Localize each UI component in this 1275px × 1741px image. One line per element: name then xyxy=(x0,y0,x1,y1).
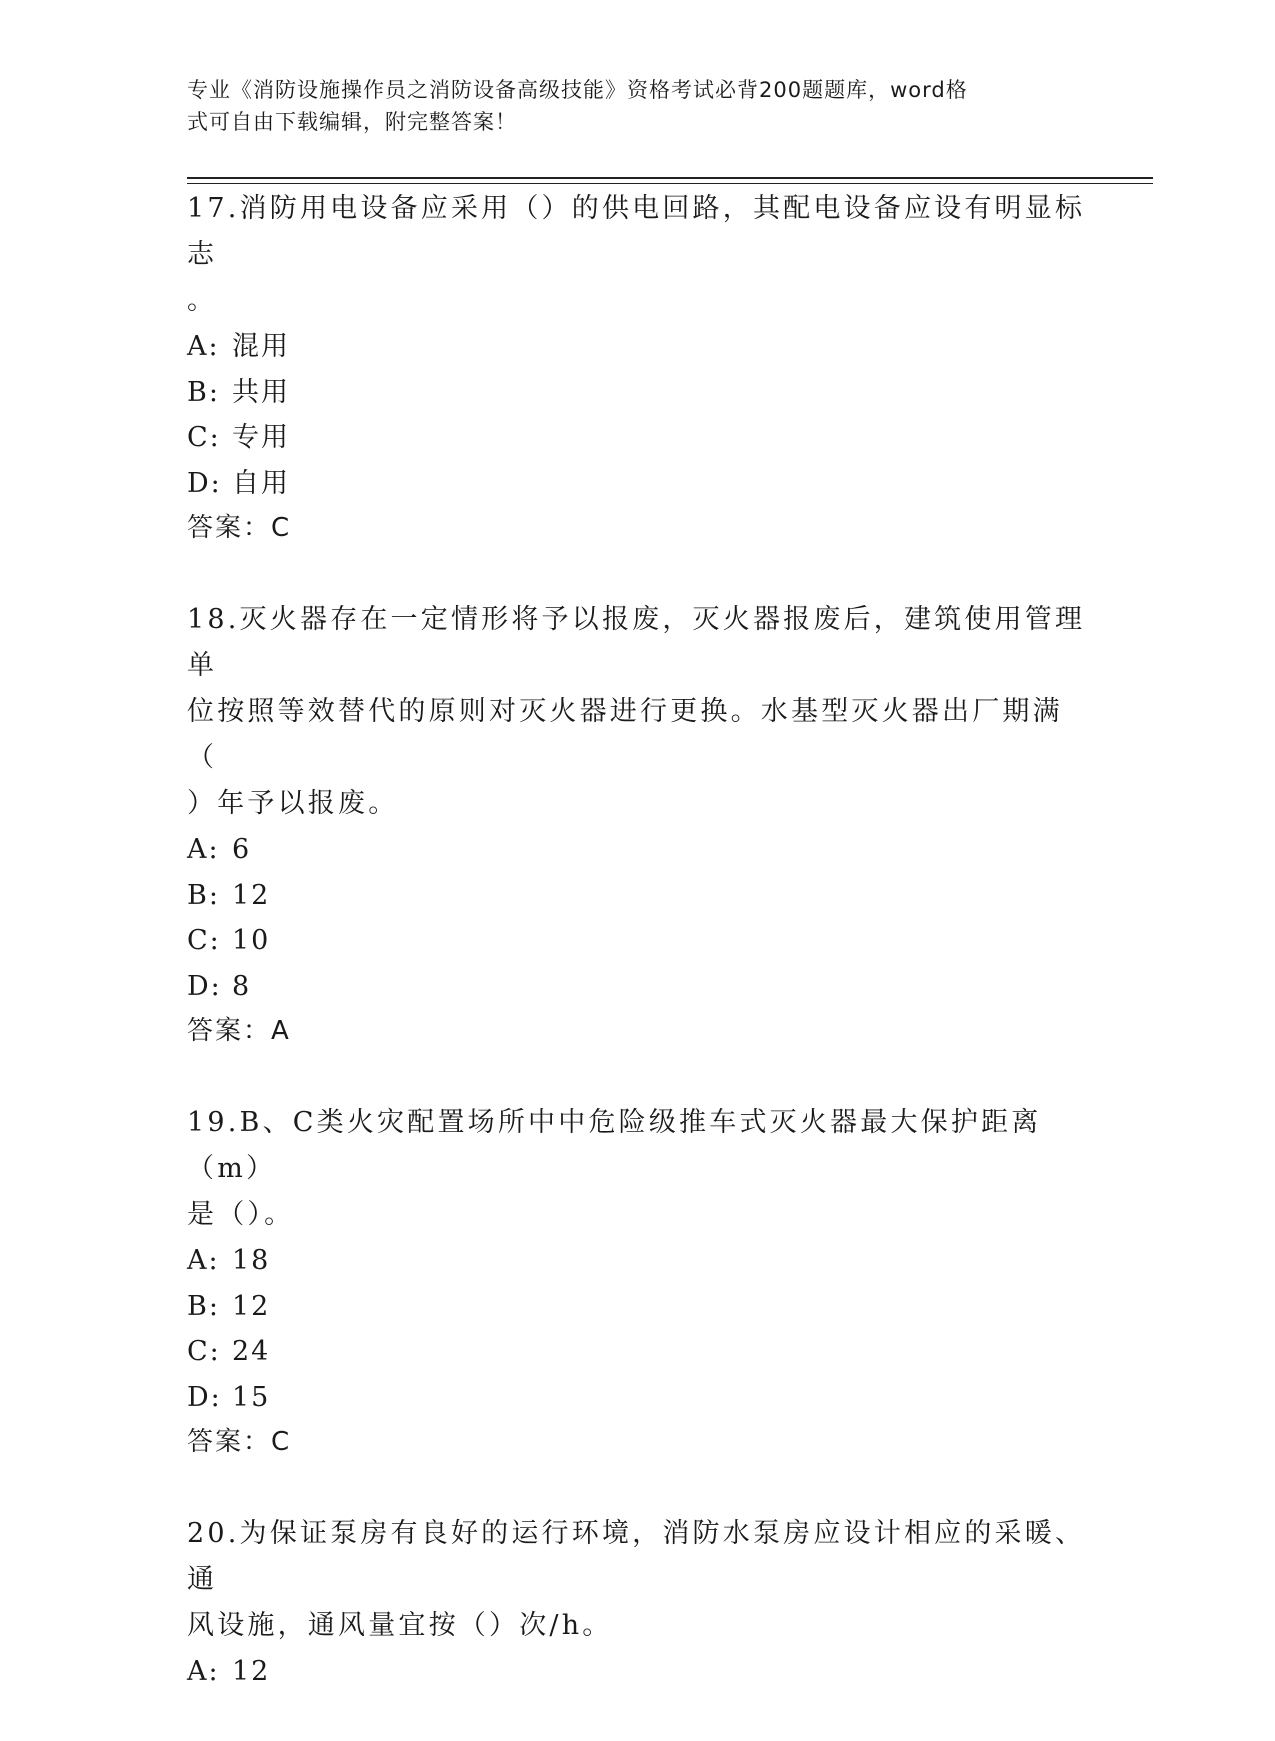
option-b xyxy=(187,370,1087,416)
question-stem-line: 。 xyxy=(187,285,218,316)
header-line-2: 式可自由下载编辑，附完整答案！ xyxy=(187,110,517,134)
option-key: D: xyxy=(187,467,222,499)
question-stem-line: 18.灭火器存在一定情形将予以报废，灭火器报废后，建筑使用管理单 xyxy=(187,604,1086,681)
option-key: B: xyxy=(187,1290,220,1322)
option-text: 混用 xyxy=(232,331,290,362)
option-key: A: xyxy=(187,1656,220,1687)
option-key: A: xyxy=(187,1245,220,1276)
question-stem-line: 17.消防用电设备应采用（）的供电回路，其配电设备应设有明显标志 xyxy=(187,193,1086,270)
question-19 xyxy=(187,1100,1087,1465)
option-c xyxy=(187,1329,1087,1375)
option-text: 10 xyxy=(232,925,271,956)
option-key: C: xyxy=(187,1336,221,1367)
option-text: 24 xyxy=(232,1336,271,1367)
option-c xyxy=(187,415,1087,461)
option-a xyxy=(187,827,1087,873)
question-18 xyxy=(187,597,1087,1054)
question-17 xyxy=(187,186,1087,551)
option-key: A: xyxy=(187,834,220,865)
option-c xyxy=(187,918,1087,964)
option-text: 18 xyxy=(232,1245,271,1276)
option-a xyxy=(187,324,1087,370)
header-divider-thin xyxy=(187,183,1153,184)
option-a xyxy=(187,1649,1087,1695)
option-b xyxy=(187,1284,1087,1330)
question-stem-line: ）年予以报废。 xyxy=(187,788,399,819)
option-text: 8 xyxy=(232,970,252,1002)
question-stem-line: 20.为保证泵房有良好的运行环境，消防水泵房应设计相应的采暖、通 xyxy=(187,1518,1086,1595)
question-stem-line: 19.B、C类火灾配置场所中中危险级推车式灭火器最大保护距离（m） xyxy=(187,1107,1042,1184)
option-text: 共用 xyxy=(232,376,290,408)
option-d xyxy=(187,964,1087,1010)
option-key: B: xyxy=(187,879,220,911)
option-key: D: xyxy=(187,970,222,1002)
header-line-1: 专业《消防设施操作员之消防设备高级技能》资格考试必背200题题库，word格 xyxy=(187,78,968,102)
option-key: B: xyxy=(187,376,220,408)
answer-line: 答案：C xyxy=(187,1427,292,1457)
option-d xyxy=(187,461,1087,507)
option-key: C: xyxy=(187,422,221,453)
header-divider-thick xyxy=(187,177,1153,179)
answer-line: 答案：C xyxy=(187,513,292,543)
option-d xyxy=(187,1375,1087,1421)
option-b xyxy=(187,873,1087,919)
option-text: 12 xyxy=(232,1656,271,1687)
option-a xyxy=(187,1238,1087,1284)
option-text: 专用 xyxy=(232,422,290,453)
option-text: 12 xyxy=(232,879,271,911)
option-text: 6 xyxy=(232,834,252,865)
option-key: D: xyxy=(187,1381,222,1413)
option-text: 15 xyxy=(232,1381,271,1413)
option-key: C: xyxy=(187,925,221,956)
option-text: 12 xyxy=(232,1290,271,1322)
question-stem-line: 是（）。 xyxy=(187,1199,295,1230)
answer-line: 答案：A xyxy=(187,1016,291,1046)
question-list xyxy=(187,186,1087,1741)
document-header xyxy=(187,74,1067,138)
question-stem-line: 风设施，通风量宜按（）次/h。 xyxy=(187,1610,613,1641)
question-stem-line: 位按照等效替代的原则对灭火器进行更换。水基型灭火器出厂期满（ xyxy=(187,696,1063,773)
question-20 xyxy=(187,1511,1087,1695)
option-key: A: xyxy=(187,331,220,362)
option-text: 自用 xyxy=(232,467,290,499)
